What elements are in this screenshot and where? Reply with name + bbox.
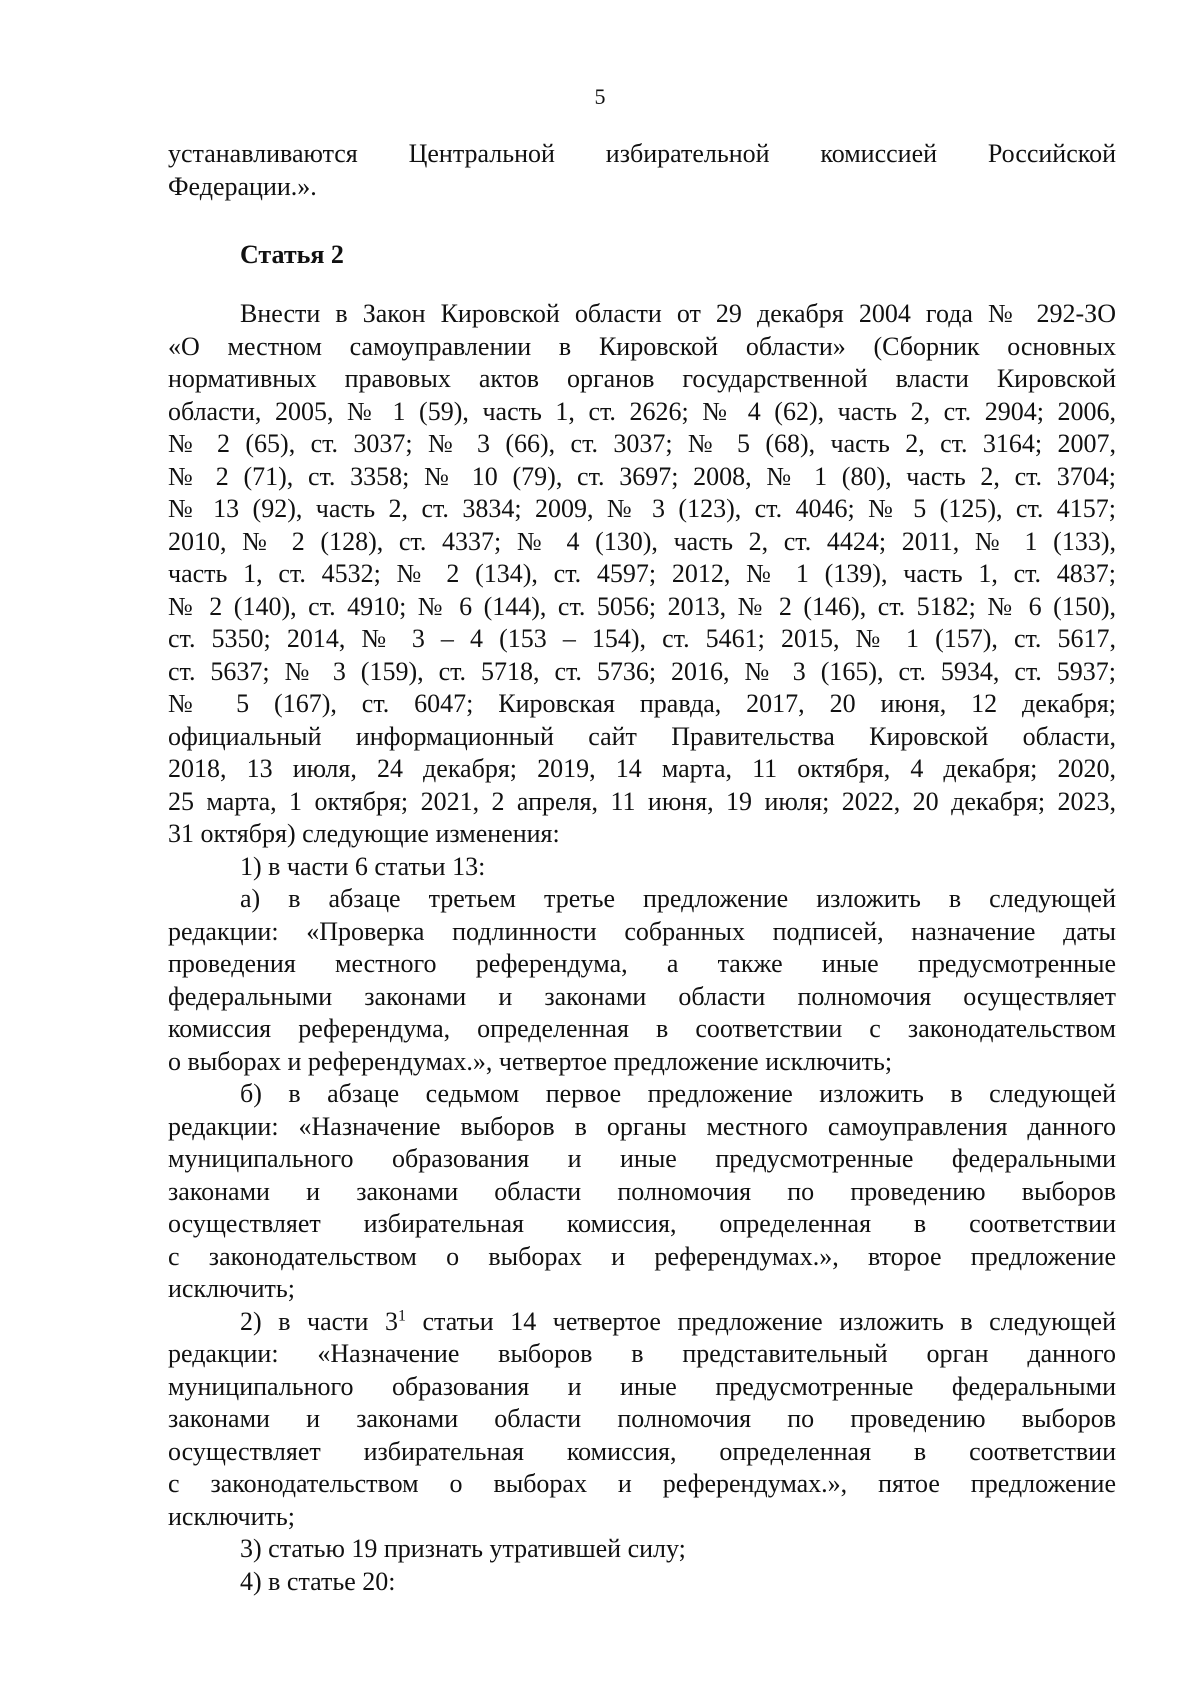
text-line: 31 октября) следующие изменения: (168, 819, 560, 848)
text-line: федеральными законами и законами области полномочия осуществляет (168, 981, 1116, 1011)
text-line: исключить; (168, 1274, 295, 1303)
list-item-1: 1) в части 6 статьи 13: (240, 851, 486, 881)
list-item-1b (168, 1078, 1116, 1306)
text-line: комиссия референдума, определенная в соответствии с законодательством (168, 1014, 1116, 1043)
list-item-1a (168, 883, 1116, 1078)
paragraph-continuation (168, 138, 1116, 203)
text-line: № 13 (92), часть 2, ст. 3834; 2009, № 3 (123), ст. 4046; № 5 (125), ст. 4157; (168, 494, 1116, 523)
text-line: законами и законами области полномочия по проведению выборов (168, 1176, 1116, 1206)
text-line: ст. 5637; № 3 (159), ст. 5718, ст. 5736; 2016, № 3 (165), ст. 5934, ст. 5937; (168, 656, 1116, 686)
text-line: официальный информационный сайт Правительства Кировской области, (168, 721, 1116, 751)
text-line: а) в абзаце третьем третье предложение изложить в следующей (240, 884, 1116, 913)
list-item-3: 3) статью 19 признать утратившей силу; (240, 1534, 686, 1563)
text-line: часть 1, ст. 4532; № 2 (134), ст. 4597; 2012, № 1 (139), часть 1, ст. 4837; (168, 559, 1116, 588)
text-line: «О местном самоуправлении в Кировской области» (Сборник основных (168, 331, 1116, 361)
text-line: Федерации.». (168, 171, 317, 201)
text-line: № 5 (167), ст. 6047; Кировская правда, 2017, 20 июня, 12 декабря; (168, 689, 1116, 718)
text-line: ст. 5350; 2014, № 3 – 4 (153 – 154), ст. 5461; 2015, № 1 (157), ст. 5617, (168, 624, 1116, 653)
superscript: 1 (397, 1306, 406, 1324)
text-line: муниципального образования и иные предусмотренные федеральными (168, 1371, 1116, 1401)
text-line: муниципального образования и иные предусмотренные федеральными (168, 1144, 1116, 1173)
text-line: б) в абзаце седьмом первое предложение изложить в следующей (240, 1079, 1116, 1108)
text-line: № 2 (65), ст. 3037; № 3 (66), ст. 3037; № 5 (68), часть 2, ст. 3164; 2007, (168, 429, 1116, 458)
text-line: редакции: «Назначение выборов в органы местного самоуправления данного (168, 1111, 1116, 1141)
text-line: осуществляет избирательная комиссия, определенная в соответствии (168, 1209, 1116, 1238)
text-line: 2018, 13 июля, 24 декабря; 2019, 14 марта, 11 октября, 4 декабря; 2020, (168, 754, 1116, 783)
page-number: 5 (594, 84, 606, 109)
item2-prefix: 2) в части 3 (240, 1306, 398, 1336)
text-line: с законодательством о выборах и референдумах.», пятое предложение (168, 1469, 1116, 1498)
text-line: о выборах и референдумах.», четвертое предложение исключить; (168, 1046, 893, 1076)
text-line: 25 марта, 1 октября; 2021, 2 апреля, 11 июня, 19 июля; 2022, 20 декабря; 2023, (168, 786, 1116, 816)
article-heading: Статья 2 (240, 240, 344, 269)
text-line: 2010, № 2 (128), ст. 4337; № 4 (130), часть 2, ст. 4424; 2011, № 1 (133), (168, 526, 1116, 556)
text-line: исключить; (168, 1501, 295, 1531)
text-line: области, 2005, № 1 (59), часть 1, ст. 2626; № 4 (62), часть 2, ст. 2904; 2006, (168, 396, 1116, 426)
document-body (168, 138, 1116, 1598)
text-line: осуществляет избирательная комиссия, определенная в соответствии (168, 1436, 1116, 1466)
text-line: с законодательством о выборах и референдумах.», второе предложение (168, 1241, 1116, 1271)
paragraph-amendment-intro (168, 298, 1116, 851)
text-line (168, 1306, 1116, 1339)
text-line: устанавливаются Центральной избирательной комиссией Российской (168, 139, 1116, 168)
list-item-2 (168, 1306, 1116, 1534)
text-line: редакции: «Проверка подлинности собранных подписей, назначение даты (168, 916, 1116, 946)
text-line: нормативных правовых актов органов государственной власти Кировской (168, 364, 1116, 393)
text-line: Внести в Закон Кировской области от 29 декабря 2004 года № 292-ЗО (240, 299, 1116, 328)
text-line: проведения местного референдума, а также иные предусмотренные (168, 949, 1116, 978)
list-item-4: 4) в статье 20: (240, 1566, 396, 1596)
text-line: законами и законами области полномочия по проведению выборов (168, 1404, 1116, 1433)
text-line: № 2 (140), ст. 4910; № 6 (144), ст. 5056; 2013, № 2 (146), ст. 5182; № 6 (150), (168, 591, 1116, 621)
item2-suffix: статьи 14 четвертое предложение изложить в следующей (405, 1306, 1116, 1336)
text-line: № 2 (71), ст. 3358; № 10 (79), ст. 3697; 2008, № 1 (80), часть 2, ст. 3704; (168, 461, 1116, 491)
text-line: редакции: «Назначение выборов в представительный орган данного (168, 1339, 1116, 1368)
